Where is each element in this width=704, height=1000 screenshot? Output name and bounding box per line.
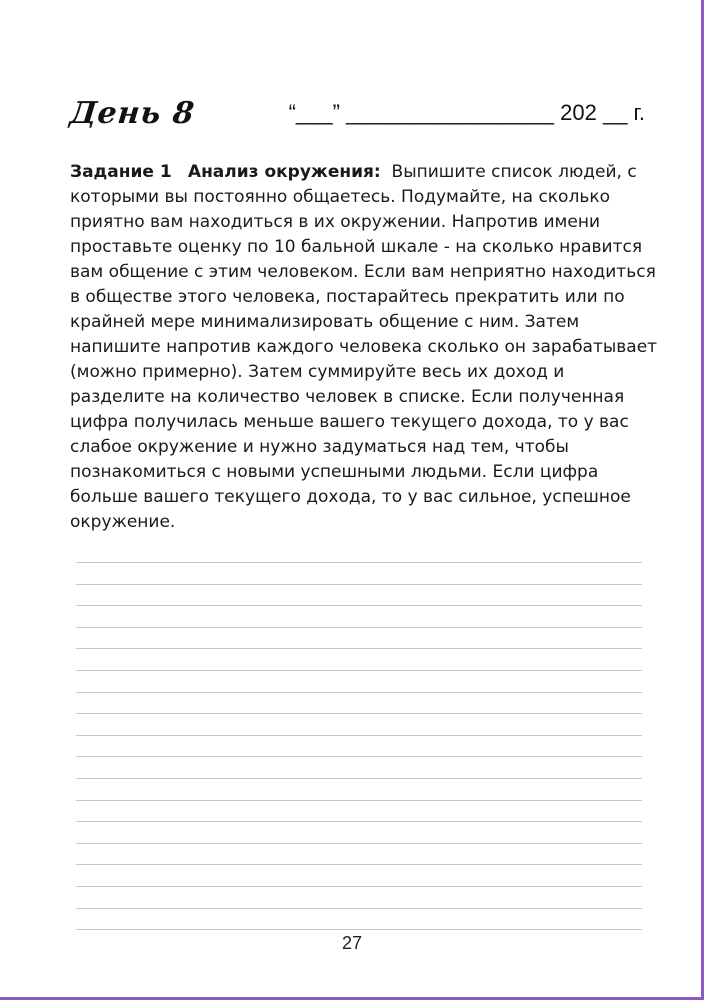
writing-line — [76, 605, 642, 606]
task-label: Задание 1 — [70, 162, 172, 182]
writing-line — [76, 929, 642, 930]
writing-line — [76, 735, 642, 736]
writing-line — [76, 843, 642, 844]
writing-line — [76, 670, 642, 671]
writing-line — [76, 778, 642, 779]
writing-line — [76, 627, 642, 628]
writing-line — [76, 864, 642, 865]
task-title: Анализ окружения: — [187, 162, 381, 182]
page-number: 27 — [341, 933, 363, 953]
task-description — [70, 160, 660, 535]
writing-line — [76, 756, 642, 757]
writing-line — [76, 562, 642, 563]
writing-lines-area — [76, 560, 642, 940]
task-body: Выпишите список людей, с которыми вы постоянно общаетесь. Подумайте, на сколько приятно вам находиться в их окружении. Напротив имени проставьте оценку по 10 бальной шкале - на сколько нравится вам общение с этим человеком. Если вам неприятно находиться в обществе этого человека, постарайтесь прекратить или по крайней мере минимализировать общение с ним. Затем напишите напротив каждого человека сколько он зарабатывает (можно примерно). Затем суммируйте весь их доход и разделите на количество человек в списке. Если полученная цифра получилась меньше вашего текущего дохода, то у вас слабое окружение и нужно задуматься над тем, чтобы познакомиться с новыми успешными людьми. Если цифра больше вашего текущего дохода, то у вас сильное, успешное окружение. — [70, 162, 658, 532]
writing-line — [76, 800, 642, 801]
writing-line — [76, 821, 642, 822]
writing-line — [76, 648, 642, 649]
writing-line — [76, 692, 642, 693]
date-field: “___” _________________ 202 __ г. — [288, 100, 645, 125]
writing-line — [76, 908, 642, 909]
writing-line — [76, 886, 642, 887]
writing-line — [76, 713, 642, 714]
writing-line — [76, 584, 642, 585]
day-title: День 8 — [68, 96, 197, 131]
